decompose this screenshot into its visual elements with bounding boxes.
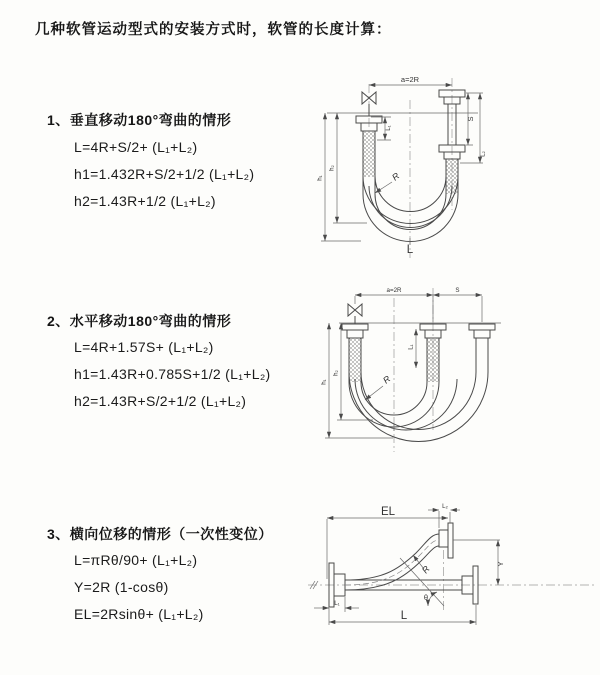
formula-line: L=4R+S/2+ (L₁+L₂) — [74, 139, 198, 155]
hose-left-braided — [349, 338, 361, 382]
diagram-horizontal-180-bend — [315, 280, 595, 470]
dimension-l2 — [428, 503, 460, 528]
dimension-el — [327, 506, 450, 579]
dim-label-r: R — [381, 373, 393, 386]
radius-leader — [375, 170, 402, 193]
dim-label-y: Y — [496, 561, 505, 567]
formula-line: L=πRθ/90+ (L₁+L₂) — [74, 552, 198, 568]
dim-label-a2r: a=2R — [386, 287, 402, 294]
dimension-h1 — [317, 113, 362, 241]
diagram-horizontal-180-svg — [315, 280, 595, 470]
formula-line: h1=1.432R+S/2+1/2 (L₁+L₂) — [74, 166, 255, 182]
dim-label-l-total: L — [400, 610, 408, 622]
hose-u-arcs — [349, 372, 488, 442]
hose-u-arcs — [363, 176, 458, 245]
hose-s-curve — [345, 534, 439, 590]
dim-label-h1: h₁ — [320, 379, 328, 385]
formula-line: h2=1.43R+S/2+1/2 (L₁+L₂) — [74, 393, 247, 409]
dimension-a2r — [369, 75, 452, 85]
dim-label-h2: h₂ — [332, 370, 340, 376]
dim-label-l2: L₂ — [442, 503, 448, 510]
formula-line: L=4R+1.57S+ (L₁+L₂) — [74, 339, 214, 355]
hose-middle-braided — [427, 338, 439, 382]
flange-right — [469, 324, 495, 338]
dim-label-l2: L₂ — [479, 151, 487, 157]
diagram-vertical-180-svg — [315, 70, 595, 260]
dimension-s — [433, 287, 482, 295]
diagram-lateral-svg — [300, 500, 600, 660]
dim-label-theta: θ — [423, 593, 429, 602]
dimension-l1 — [314, 597, 359, 612]
hose-right-plain — [476, 338, 488, 372]
dim-label-h2: h₂ — [328, 165, 336, 171]
valve-icon — [362, 92, 376, 116]
dimension-y — [453, 540, 505, 585]
dim-label-s: S — [466, 116, 475, 122]
dim-label-el: EL — [380, 506, 396, 518]
dim-label-l1: L₁ — [385, 125, 392, 131]
dim-label-s: S — [455, 287, 460, 294]
radius-leader — [413, 555, 432, 575]
formula-line: Y=2R (1-cosθ) — [74, 579, 169, 595]
centerlines — [339, 288, 501, 452]
dim-label-l-total: L — [406, 244, 414, 256]
section-3-heading: 3、横向位移的情形（一次性变位） — [47, 526, 273, 542]
section-1-heading: 1、垂直移动180°弯曲的情形 — [47, 112, 232, 128]
flange-left — [342, 324, 368, 338]
dim-label-r: R — [390, 170, 402, 183]
dim-label-l1: L₁ — [407, 344, 415, 350]
dim-label-a2r: a=2R — [400, 75, 420, 84]
dimension-l2 — [480, 93, 487, 163]
dim-label-r: R — [419, 563, 432, 576]
dim-label-h1: h₁ — [316, 175, 324, 181]
dimension-l1 — [408, 329, 417, 368]
diagram-vertical-180-bend — [315, 70, 595, 260]
formula-line: EL=2Rsinθ+ (L₁+L₂) — [74, 606, 204, 622]
diagram-lateral-displacement — [300, 500, 600, 660]
radius-leader — [365, 373, 393, 400]
formula-line: h1=1.43R+0.785S+1/2 (L₁+L₂) — [74, 366, 271, 382]
section-2-heading: 2、水平移动180°弯曲的情形 — [47, 313, 232, 329]
formula-line: h2=1.43R+1/2 (L₁+L₂) — [74, 193, 216, 209]
valve-icon — [348, 304, 362, 324]
page-title: 几种软管运动型式的安装方式时，软管的长度计算： — [35, 22, 392, 38]
dimension-a2r — [355, 287, 482, 322]
hose-left-braided — [363, 131, 375, 194]
flange-top-displaced — [439, 523, 453, 558]
dim-label-l1: L₁ — [334, 600, 340, 607]
